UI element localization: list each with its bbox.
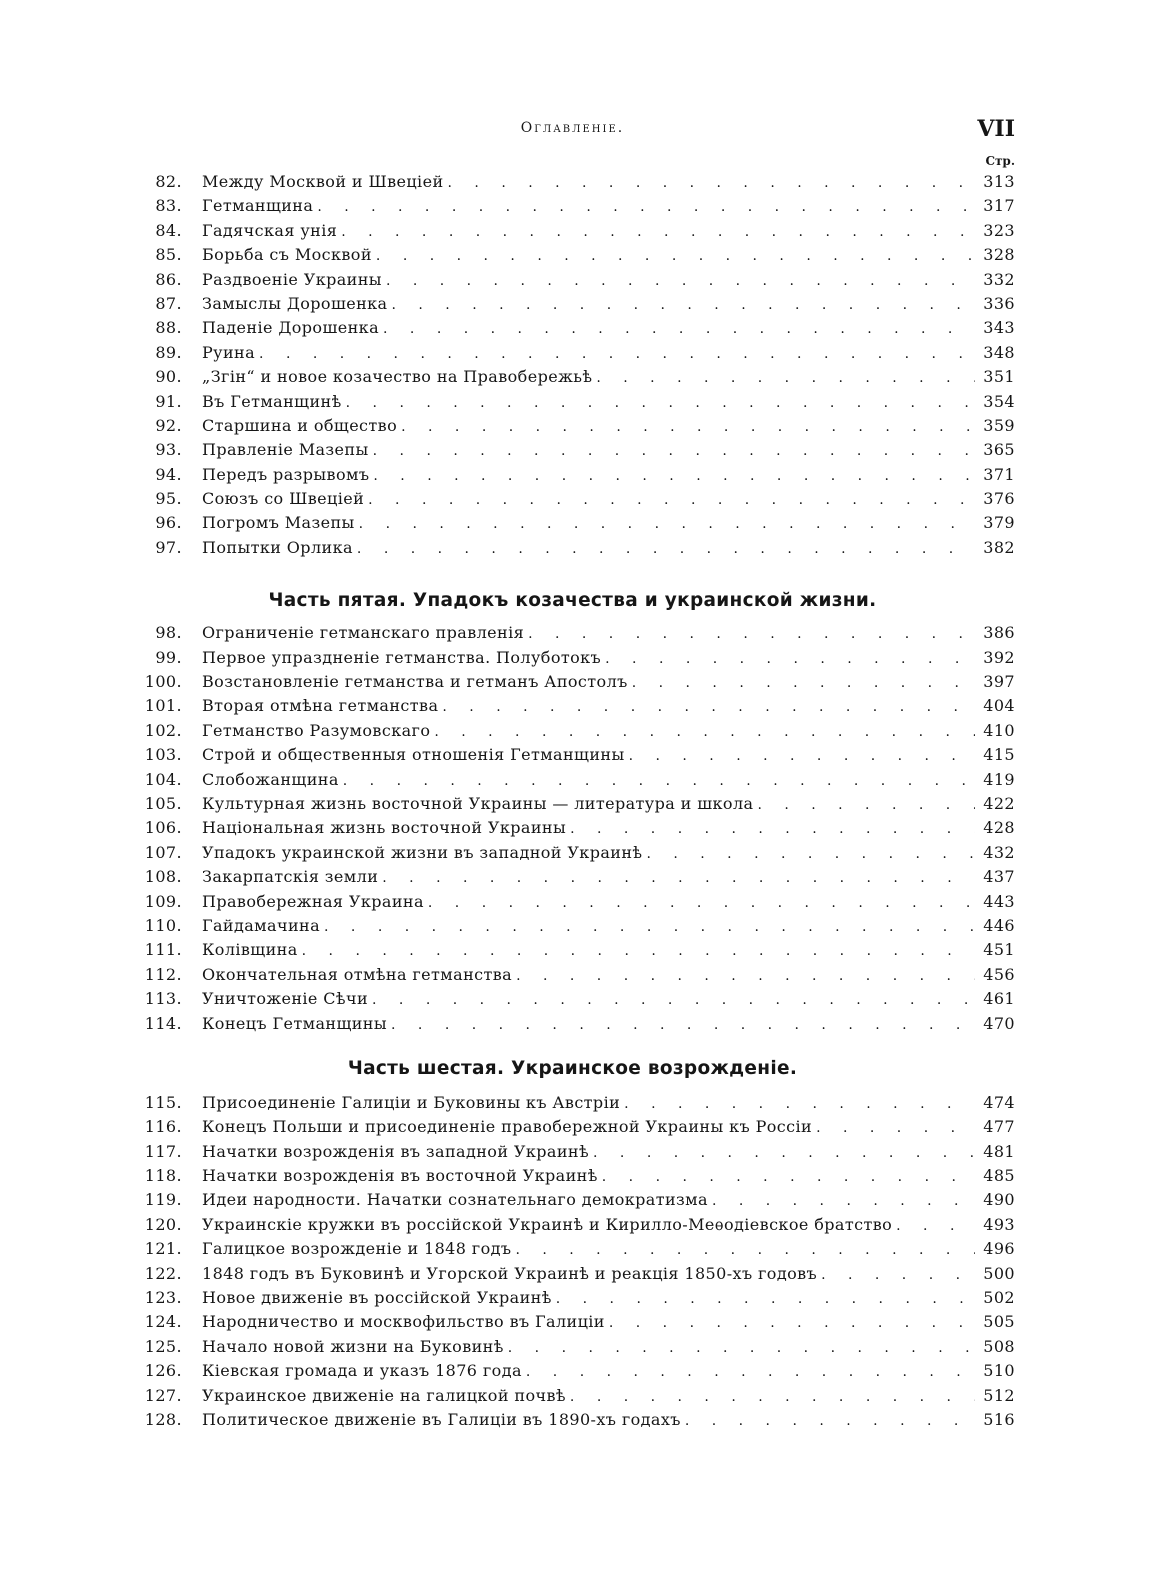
dot-leader [515,1238,975,1262]
toc-entry [130,1310,1015,1334]
toc-entry [130,316,1015,340]
dot-leader [448,171,975,195]
toc-entry-title: Галицкое возрожденіе и 1848 годъ [202,1239,512,1259]
dot-leader [596,366,975,390]
toc-entry [130,219,1015,243]
toc-entry-number: 113. [144,989,182,1009]
toc-entry-number: 94. [155,464,182,484]
toc-entry [130,719,1015,743]
toc-entry-number: 105. [144,793,182,813]
toc-entry-page: 386 [983,623,1015,643]
toc-entry-page: 404 [983,696,1015,716]
toc-entry [130,743,1015,767]
toc-entry-title: Въ Гетманщинѣ [202,391,342,411]
dot-leader [392,293,976,317]
toc-entry-title: Старшина и общество [202,415,398,435]
toc-entry-number: 112. [144,964,182,984]
toc-entry-page: 410 [983,720,1015,740]
toc-entry [130,792,1015,816]
toc-entry-page: 323 [983,220,1015,240]
toc-entry-page: 371 [983,464,1015,484]
toc-entry-number: 95. [155,489,182,509]
toc-entry-page: 446 [983,915,1015,935]
toc-entry-title: Народничество и москвофильство въ Галиціи [202,1312,605,1332]
toc-entry-number: 120. [144,1214,182,1234]
toc-entry [130,414,1015,438]
running-head [130,112,1015,152]
dot-leader [556,1287,975,1311]
toc-entry [130,1188,1015,1212]
dot-leader [624,1092,975,1116]
dot-leader [816,1116,975,1140]
dot-leader [368,488,975,512]
toc-entry [130,1091,1015,1115]
toc-entry-page: 505 [983,1312,1015,1332]
toc-entry-page: 512 [983,1385,1015,1405]
dot-leader [383,317,975,341]
toc-entry-title: Правленіе Мазепы [202,440,369,460]
toc-entry [130,1359,1015,1383]
toc-entry [130,1140,1015,1164]
toc-entry-page: 510 [983,1361,1015,1381]
dot-leader [343,769,975,793]
toc-entry-number: 99. [155,647,182,667]
toc-entry-page: 485 [983,1166,1015,1186]
toc-entry-title: Колівщина [202,940,298,960]
toc-list-part-five [130,621,1015,1036]
dot-leader [821,1263,975,1287]
dot-leader [391,1013,975,1037]
toc-entry-page: 461 [983,989,1015,1009]
toc-entry-title: Кіевская громада и указъ 1876 года [202,1361,522,1381]
toc-entry-title: Новое движеніе въ россійской Украинѣ [202,1288,552,1308]
dot-leader [372,988,975,1012]
toc-entry-number: 111. [144,940,182,960]
toc-entry-page: 359 [983,415,1015,435]
page-number: VII [977,116,1015,142]
toc-entry-number: 106. [144,818,182,838]
toc-entry-page: 456 [983,964,1015,984]
toc-entry-page: 477 [983,1117,1015,1137]
toc-entry-number: 100. [144,672,182,692]
toc-entry-number: 109. [144,891,182,911]
toc-entry-title: Національная жизнь восточной Украины [202,818,567,838]
dot-leader [605,647,975,671]
toc-entry [130,1408,1015,1432]
dot-leader [346,391,975,415]
toc-entry-page: 516 [983,1409,1015,1429]
dot-leader [757,793,975,817]
toc-entry [130,365,1015,389]
toc-entry-page: 313 [983,172,1015,191]
dot-leader [593,1141,975,1165]
dot-leader [302,939,975,963]
toc-entry-title: Строй и общественныя отношенія Гетманщины [202,745,625,765]
toc-entry-title: Слобожанщина [202,769,339,789]
toc-entry-title: Идеи народности. Начатки сознательнаго демократизма [202,1190,708,1210]
toc-entry-title: Гадячская унія [202,220,338,240]
dot-leader [259,342,975,366]
toc-entry [130,890,1015,914]
toc-entry-page: 502 [983,1288,1015,1308]
dot-leader [341,220,975,244]
toc-entry-title: Замыслы Дорошенка [202,293,388,313]
toc-entry [130,841,1015,865]
toc-entry-number: 85. [155,245,182,265]
toc-entry-number: 82. [155,172,182,191]
dot-leader [685,1409,975,1433]
part-six-heading: Часть шестая. Украинское возрожденіе. [347,1057,798,1079]
toc-entry [130,511,1015,535]
toc-entry-number: 104. [144,769,182,789]
toc-entry-title: Между Москвой и Швеціей [202,172,444,191]
toc-entry [130,1213,1015,1237]
toc-entry-title: Украинское движеніе на галицкой почвѣ [202,1385,566,1405]
toc-entry-page: 437 [983,867,1015,887]
toc-entry-page: 474 [983,1092,1015,1112]
toc-entry-number: 124. [144,1312,182,1332]
toc-entry-number: 114. [144,1013,182,1033]
toc-entry-title: Конецъ Гетманщины [202,1013,388,1033]
toc-entry-title: Возстановленіе гетманства и гетманъ Апостолъ [202,672,628,692]
toc-entry-title: Союзъ со Швеціей [202,489,365,509]
toc-entry-title: Уничтоженіе Сѣчи [202,989,369,1009]
toc-entry-number: 122. [144,1263,182,1283]
toc-entry-title: Конецъ Польши и присоединеніе правобережной Украины къ Россіи [202,1117,813,1137]
toc-entry-title: Присоединеніе Галиціи и Буковины къ Австріи [202,1092,621,1112]
toc-entry-title: Первое упраздненіе гетманства. Полуботокъ [202,647,602,667]
toc-entry-number: 127. [144,1385,182,1405]
toc-entry-page: 490 [983,1190,1015,1210]
dot-leader [434,720,975,744]
toc-entry [130,463,1015,487]
toc-entry-title: Погромъ Мазепы [202,513,355,533]
toc-entry-number: 98. [155,623,182,643]
toc-entry [130,341,1015,365]
dot-leader [632,671,975,695]
toc-entry-number: 125. [144,1336,182,1356]
toc-entry-page: 332 [983,269,1015,289]
toc-entry [130,390,1015,414]
toc-entry-title: Начатки возрожденія въ восточной Украинѣ [202,1166,598,1186]
toc-entry-page: 481 [983,1141,1015,1161]
toc-entry-number: 90. [155,367,182,387]
toc-entry [130,487,1015,511]
toc-entry-page: 351 [983,367,1015,387]
toc-entry-page: 419 [983,769,1015,789]
toc-entry-number: 108. [144,867,182,887]
toc-entry-number: 84. [155,220,182,240]
toc-entry [130,243,1015,267]
toc-entry-number: 96. [155,513,182,533]
dot-leader [401,415,975,439]
toc-entry-title: Украинскіе кружки въ россійской Украинѣ и Кирилло-Меѳодіевское братство [202,1214,893,1234]
toc-entry-page: 432 [983,842,1015,862]
toc-entry-number: 89. [155,342,182,362]
toc-entry-title: Окончательная отмѣна гетманства [202,964,513,984]
dot-leader [646,842,975,866]
toc-entry-number: 119. [144,1190,182,1210]
toc-entry-page: 348 [983,342,1015,362]
toc-entry-number: 88. [155,318,182,338]
dot-leader [376,244,975,268]
toc-entry-page: 397 [983,672,1015,692]
toc-entry [130,914,1015,938]
toc-entry-page: 493 [983,1214,1015,1234]
dot-leader [317,195,975,219]
toc-entry-page: 428 [983,818,1015,838]
toc-entry [130,865,1015,889]
toc-page [130,112,1015,1432]
dot-leader [712,1189,975,1213]
toc-entry-page: 343 [983,318,1015,338]
toc-entry [130,768,1015,792]
dot-leader [602,1165,975,1189]
dot-leader [373,464,975,488]
toc-entry [130,1012,1015,1036]
toc-entry-number: 102. [144,720,182,740]
toc-entry [130,987,1015,1011]
toc-entry-title: Упадокъ украинской жизни въ западной Украинѣ [202,842,643,862]
toc-entry-number: 91. [155,391,182,411]
toc-entry-title: Культурная жизнь восточной Украины — литература и школа [202,793,754,813]
toc-entry-title: Вторая отмѣна гетманства [202,696,439,716]
toc-entry-page: 336 [983,293,1015,313]
toc-entry-page: 470 [983,1013,1015,1033]
toc-entry-number: 92. [155,415,182,435]
toc-entry-number: 83. [155,196,182,216]
toc-entry-page: 508 [983,1336,1015,1356]
toc-entry-page: 422 [983,793,1015,813]
toc-list-part-six [130,1091,1015,1432]
toc-entry-page: 328 [983,245,1015,265]
toc-entry [130,268,1015,292]
toc-entry-number: 116. [144,1117,182,1137]
toc-entry-page: 382 [983,537,1015,557]
toc-entry-page: 376 [983,489,1015,509]
dot-leader [324,915,975,939]
toc-entry-number: 87. [155,293,182,313]
page-column-label: Стр. [985,154,1015,168]
toc-entry-number: 118. [144,1166,182,1186]
toc-entry-title: Гетманщина [202,196,314,216]
toc-entry-number: 115. [144,1092,182,1112]
toc-entry-title: Правобережная Украина [202,891,424,911]
toc-entry [130,670,1015,694]
toc-entry-number: 110. [144,915,182,935]
dot-leader [516,964,975,988]
dot-leader [570,1385,975,1409]
dot-leader [386,269,975,293]
toc-entry-page: 392 [983,647,1015,667]
toc-entry [130,1286,1015,1310]
dot-leader [526,1360,975,1384]
dot-leader [382,866,975,890]
toc-entry [130,438,1015,462]
toc-list-intro [130,170,1015,560]
toc-entry-title: Начатки возрожденія въ западной Украинѣ [202,1141,590,1161]
dot-leader [629,744,975,768]
toc-entry-title: „Згін“ и новое козачество на Правобережьѣ [202,367,593,387]
toc-entry-number: 93. [155,440,182,460]
toc-entry [130,170,1015,194]
toc-entry-number: 101. [144,696,182,716]
toc-entry-title: Гайдамачина [202,915,321,935]
toc-entry [130,1262,1015,1286]
dot-leader [373,439,975,463]
toc-entry-title: Паденіе Дорошенка [202,318,380,338]
dot-leader [428,891,975,915]
toc-entry-page: 415 [983,745,1015,765]
toc-entry-page: 500 [983,1263,1015,1283]
toc-entry-number: 128. [144,1409,182,1429]
toc-entry [130,646,1015,670]
toc-entry-number: 86. [155,269,182,289]
toc-entry [130,938,1015,962]
toc-entry-number: 103. [144,745,182,765]
running-title: Оглавленіе. [520,120,625,136]
dot-leader [570,817,975,841]
toc-entry-title: Закарпатскія земли [202,867,379,887]
toc-entry [130,1164,1015,1188]
toc-entry [130,1384,1015,1408]
toc-entry-title: Политическое движеніе въ Галиціи въ 1890-хъ годахъ [202,1409,681,1429]
toc-entry [130,292,1015,316]
dot-leader [896,1214,975,1238]
toc-entry-page: 365 [983,440,1015,460]
toc-entry [130,1115,1015,1139]
dot-leader [357,537,975,561]
toc-entry-title: Руина [202,342,256,362]
toc-entry [130,536,1015,560]
toc-entry-number: 121. [144,1239,182,1259]
part-five-heading: Часть пятая. Упадокъ козачества и украинской жизни. [268,590,877,612]
toc-entry-page: 317 [983,196,1015,216]
toc-entry-page: 379 [983,513,1015,533]
toc-entry [130,694,1015,718]
toc-entry-title: Попытки Орлика [202,537,353,557]
toc-entry-title: Борьба съ Москвой [202,245,372,265]
toc-entry [130,194,1015,218]
toc-entry [130,621,1015,645]
toc-entry [130,963,1015,987]
toc-entry-title: Раздвоеніе Украины [202,269,382,289]
toc-entry-number: 126. [144,1361,182,1381]
toc-entry [130,1335,1015,1359]
toc-entry-number: 97. [155,537,182,557]
toc-entry-title: Гетманство Разумовскаго [202,720,431,740]
dot-leader [609,1311,975,1335]
toc-entry-number: 117. [144,1141,182,1161]
toc-entry-number: 123. [144,1288,182,1308]
dot-leader [508,1336,975,1360]
toc-entry-title: Начало новой жизни на Буковинѣ [202,1336,504,1356]
toc-entry-title: Передъ разрывомъ [202,464,370,484]
toc-entry [130,1237,1015,1261]
toc-entry-number: 107. [144,842,182,862]
toc-entry-page: 354 [983,391,1015,411]
toc-entry-title: 1848 годъ въ Буковинѣ и Угорской Украинѣ и реакція 1850-хъ годовъ [202,1263,818,1283]
toc-entry-page: 451 [983,940,1015,960]
dot-leader [528,622,975,646]
toc-entry-title: Ограниченіе гетманскаго правленія [202,623,525,643]
toc-entry [130,816,1015,840]
toc-entry-page: 496 [983,1239,1015,1259]
dot-leader [359,512,975,536]
dot-leader [442,695,975,719]
toc-entry-page: 443 [983,891,1015,911]
